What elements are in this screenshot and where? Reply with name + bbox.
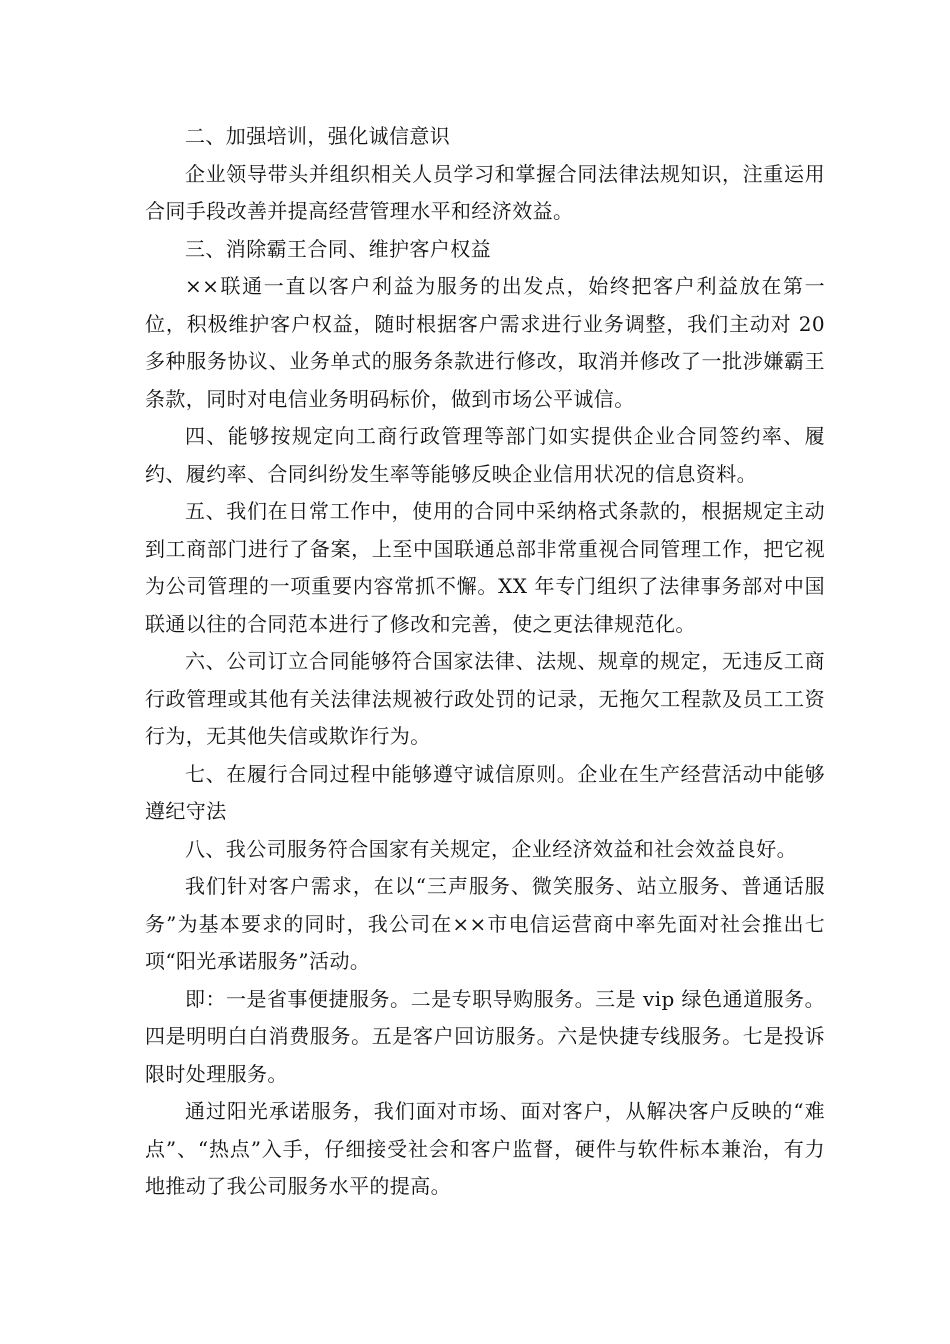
- paragraph-seven-services: 即：一是省事便捷服务。二是专职导购服务。三是 vip 绿色通道服务。四是明明白白消费服务。五是客户回访服务。六是快捷专线服务。七是投诉限时处理服务。: [145, 986, 825, 1086]
- paragraph-customer-rights: ××联通一直以客户利益为服务的出发点，始终把客户利益放在第一位，积极维护客户权益，随时根据客户需求进行业务调整，我们主动对 20 多种服务协议、业务单式的服务条款进行修改，取消并修改了一批涉嫌霸王条款，同时对电信业务明码标价，做到市场公平诚信。: [145, 274, 825, 411]
- paragraph-service-standards: 我们针对客户需求，在以“三声服务、微笑服务、站立服务、普通话服务”为基本要求的同时，我公司在××市电信运营商中率先面对社会推出七项“阳光承诺服务”活动。: [145, 874, 825, 973]
- paragraph-training: 企业领导带头并组织相关人员学习和掌握合同法律法规知识，注重运用合同手段改善并提高经营管理水平和经济效益。: [145, 161, 825, 223]
- heading-training: 二、加强培训，强化诚信意识: [185, 124, 451, 148]
- document-body: [145, 118, 825, 1206]
- heading-customer-rights: 三、消除霸王合同、维护客户权益: [185, 236, 491, 261]
- paragraph-item-four: 四、能够按规定向工商行政管理等部门如实提供企业合同签约率、履约、履约率、合同纠纷发生率等能够反映企业信用状况的信息资料。: [145, 424, 825, 486]
- paragraph-item-six: 六、公司订立合同能够符合国家法律、法规、规章的规定，无违反工商行政管理或其他有关法律法规被行政处罚的记录，无拖欠工程款及员工工资行为，无其他失信或欺诈行为。: [145, 649, 825, 748]
- paragraph-item-seven: 七、在履行合同过程中能够遵守诚信原则。企业在生产经营活动中能够遵纪守法: [145, 761, 825, 823]
- paragraph-conclusion: 通过阳光承诺服务，我们面对市场、面对客户，从解决客户反映的“难点”、“热点”入手，仔细接受社会和客户监督，硬件与软件标本兼治，有力地推动了我公司服务水平的提高。: [145, 1099, 825, 1198]
- paragraph-item-eight: 八、我公司服务符合国家有关规定，企业经济效益和社会效益良好。: [185, 836, 797, 861]
- paragraph-item-five: 五、我们在日常工作中，使用的合同中采纳格式条款的，根据规定主动到工商部门进行了备案，上至中国联通总部非常重视合同管理工作，把它视为公司管理的一项重要内容常抓不懈。XX 年专门组织了法律事务部对中国联通以往的合同范本进行了修改和完善，使之更法律规范化。: [145, 499, 825, 636]
